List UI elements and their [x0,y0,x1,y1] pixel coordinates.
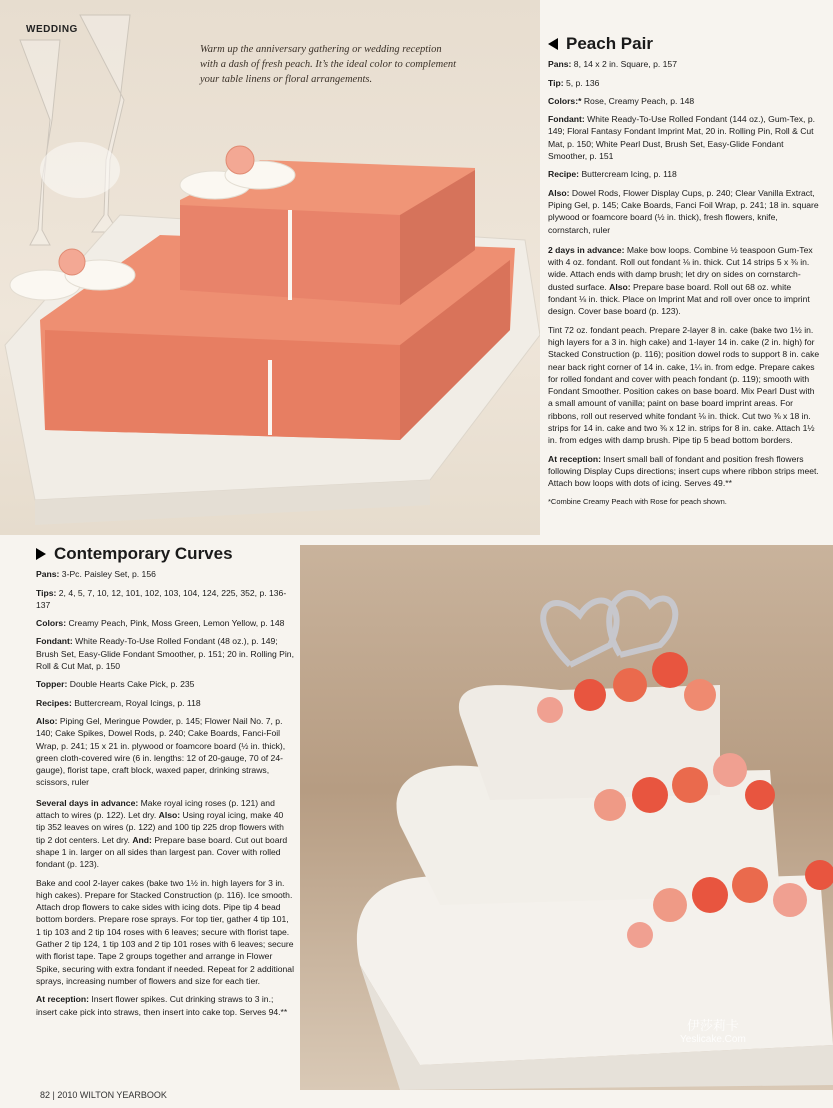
watermark [680,1015,746,1045]
peach-para-text2: Prepare base board. Roll out 68 oz. white fondant ⅛ in. thick. Place on Imprint Mat and roll over once to imprint design. Cover base board (p. 123). [548,281,810,317]
curves-spec-label: Pans: [36,569,60,580]
peach-spec-line [548,95,820,107]
peach-spec-text: Dowel Rods, Flower Display Cups, p. 240; Clear Vanilla Extract, Piping Gel, p. 145; Cake Boards, Fanci Foil Wrap, p. 241; 18 in. square plywood or foamcore board (½ in. thick), fresh flowers, knife, cornstarch, ruler [548,187,819,235]
peach-spec-label: Colors:* [548,95,582,106]
curves-spec-line [36,715,294,789]
curves-para-text: Bake and cool 2-layer cakes (bake two 1½ in. high layers for 3 in. high cakes). Prepare for Stacked Construction (p. 116). Ice smooth. Attach drop flowers to cake sides with icing dots. Pipe tip 4 bead bottom borders. Prepare rose sprays. For top tier, gather 4 tip 101, 1 tip 103 and 2 tip 104 roses with 6 leaves; secure with florist tape. Gather 2 tip 124, 1 tip 103 and 2 tip 101 roses with 6 leaves; secure with florist tape. Tape 2 groups together and arrange in Flower Spike, securing with extra fondant if needed. Repeat for 2 additional sprays, increasing number of flowers and size for each tier. [36,877,294,986]
curves-spec-line [36,697,294,709]
curves-spec-line [36,568,294,580]
peach-para-label: 2 days in advance: [548,244,625,255]
watermark-line-1: 伊莎莉卡 [686,1018,739,1033]
champagne-glasses [20,15,130,245]
curves-spec-text: Creamy Peach, Pink, Moss Green, Lemon Yellow, p. 148 [68,618,285,629]
peach-spec-line [548,58,820,70]
intro-text: Warm up the anniversary gathering or wedding reception with a dash of fresh peach. It’s the ideal color to complement your table linens or floral arrangements. [200,44,457,85]
peach-spec-label: Also: [548,187,570,198]
curves-title: Contemporary Curves [54,544,233,563]
page-footer [40,1090,167,1100]
peach-pair-photo [0,0,540,535]
peach-para-text: Make bow loops. Combine ½ teaspoon Gum-Tex with 4 oz. fondant. Roll out fondant ⅛ in. thick. Cut 14 strips 5 x ⅜ in. wide. Attach ends with damp brush; let dry on sides on cornstarch-dusted surface. [548,244,813,292]
curves-cake-illustration [300,545,833,1090]
curves-spec-text: White Ready-To-Use Rolled Fondant (48 oz.), p. 149; Brush Set, Easy-Glide Fondant Smoother, p. 151; 20 in. Rolling Pin, Roll & Cut Mat, p. 150 [36,636,294,672]
contemporary-curves-column [36,544,294,1024]
double-hearts-topper [543,593,675,665]
curves-spec-label: Topper: [36,679,68,690]
triangle-right-icon [36,548,46,560]
contemporary-curves-photo [300,545,833,1090]
curves-para-text2: Using royal icing, make 40 tip 352 leaves on wires (p. 122) and 100 tip 225 drop flowers with tip 2 dot centers. Let dry. [36,810,284,845]
peach-spec-label: Tip: [548,77,564,88]
curves-spec-text: Buttercream, Royal Icings, p. 118 [74,697,201,708]
page-number: 82 [40,1090,51,1100]
curves-spec-label: Colors: [36,618,67,629]
peach-spec-text: 5, p. 136 [565,77,600,88]
curves-spec-line [36,678,294,690]
footer-separator: | [52,1090,55,1100]
curves-para-label3: And: [132,834,152,845]
peach-paragraph [548,453,820,490]
curves-para-label2: Also: [158,810,181,821]
curves-para-label: Several days in advance: [36,797,139,808]
section-label: WEDDING [26,24,78,35]
curves-spec-label: Tips: [36,587,57,598]
triangle-left-icon [548,38,558,50]
curves-spec-text: Piping Gel, Meringue Powder, p. 145; Flower Nail No. 7, p. 140; Cake Spikes, Dowel Rods, p. 240; Cake Boards, Fanci-Foil Wrap, p. 241; 15 x 21 in. plywood or foamcore board (½ in. thick), green cloth-covered wire (6 in. lengths: 12 of 20-gauge, 70 of 24-gauge), florist tape, craft block, waxed paper, drinking straws, scissors, ruler [36,715,286,788]
curves-paragraph [36,877,294,988]
peach-footnote: *Combine Creamy Peach with Rose for peach shown. [548,496,727,506]
peach-spec-line [548,187,820,236]
curves-para-label: At reception: [36,994,89,1005]
curves-para-text: Make royal icing roses (p. 121) and attach to wires (p. 122). Let dry. [36,797,275,821]
curves-para-text3: Prepare base board. Cut out board shape 1 in. larger on all sides than largest pan. Cover with rolled fondant (p. 123). [36,834,288,870]
curves-paragraph [36,993,294,1018]
peach-para-text: Tint 72 oz. fondant peach. Prepare 2-layer 8 in. cake (bake two 1½ in. high layers for a 3 in. high cake) and 1-layer 14 in. cake (2 in. high) for Stacked Construction (p. 116); position dowel rods to support 8 in. cake near back right corner of 14 in. cake, 1¼ in. from edge. Prepare cakes for rolled fondant and cover with peach fondant (p. 119); smooth with Fondant Smoother. Position cakes on base board. Mix Pearl Dust with a small amount of vanilla; paint on base board imprint areas. For ribbons, roll out reserved white fondant ⅛ in. thick. Cut two ⅜ x 18 in. strips for 14 in. cake and two ⅜ x 12 in. strips for 8 in. cake. Attach 1½ in. from edges with damp brush. Pipe tip 5 bead bottom borders. [548,324,820,446]
peach-pair-title-row [548,34,820,53]
peach-para-label2: Also: [609,281,631,292]
peach-spec-line [548,77,820,89]
peach-para-label: At reception: [548,453,601,464]
peach-spec-text: 8, 14 x 2 in. Square, p. 157 [573,59,677,70]
peach-paragraph [548,244,820,318]
curves-spec-text: Double Hearts Cake Pick, p. 235 [69,679,195,690]
peach-spec-label: Recipe: [548,169,580,180]
curves-title-row [36,544,294,563]
peach-pair-title: Peach Pair [566,34,653,53]
curves-spec-line [36,617,294,629]
watermark-line-2: Yeslicake.Com [680,1034,746,1045]
peach-paragraph [548,324,820,447]
peach-spec-line [548,113,820,162]
curves-spec-label: Recipes: [36,697,72,708]
peach-spec-label: Fondant: [548,114,585,125]
peach-spec-text: White Ready-To-Use Rolled Fondant (144 oz.), Gum-Tex, p. 149; Floral Fantasy Fondant Imprint Mat, 20 in. Rolling Pin, Roll & Cut Mat, p. 150; White Pearl Dust, Brush Set, Easy-Glide Fondant Smoother, p. 151 [548,114,815,162]
curves-spec-label: Fondant: [36,636,73,647]
curves-spec-line [36,635,294,672]
curves-spec-text: 3-Pc. Paisley Set, p. 156 [61,569,156,580]
peach-spec-text: Rose, Creamy Peach, p. 148 [583,95,695,106]
peach-spec-text: Buttercream Icing, p. 118 [581,169,677,180]
book-title: 2010 WILTON YEARBOOK [57,1090,167,1100]
curves-paragraph [36,797,294,871]
curves-spec-text: 2, 4, 5, 7, 10, 12, 101, 102, 103, 104, 124, 225, 352, p. 136-137 [36,587,287,610]
peach-para-text: Insert small ball of fondant and position fresh flowers following Display Cups directions; insert cups where ribbon strips meet. Attach bow loops with dots of icing. Serves 49.** [548,453,819,489]
peach-spec-line [548,168,820,180]
curves-spec-label: Also: [36,715,58,726]
peach-spec-label: Pans: [548,59,572,70]
peach-pair-column [548,34,820,508]
curves-para-text: Insert flower spikes. Cut drinking straws to 3 in.; insert cake pick into straws, then insert into cake top. Serves 94.** [36,994,288,1017]
curves-spec-line [36,587,294,612]
